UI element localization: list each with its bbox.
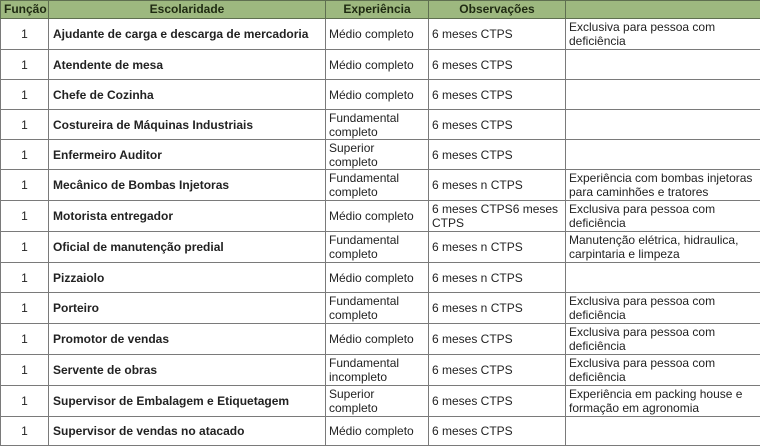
cell-job-title: Oficial de manutenção predial [49, 232, 326, 263]
table-row [1, 263, 760, 293]
cell-quantity: 1 [1, 293, 49, 324]
cell-quantity: 1 [1, 386, 49, 417]
table-row [1, 386, 760, 417]
table-row [1, 324, 760, 355]
table-row [1, 201, 760, 232]
cell-quantity: 1 [1, 232, 49, 263]
cell-notes: Exclusiva para pessoa com deficiência [566, 201, 760, 232]
cell-education: Médio completo [326, 263, 429, 293]
cell-education: Superior completo [326, 386, 429, 417]
cell-experience: 6 meses CTPS6 meses CTPS [429, 201, 566, 232]
cell-education: Médio completo [326, 19, 429, 50]
cell-job-title: Enfermeiro Auditor [49, 140, 326, 170]
cell-job-title: Atendente de mesa [49, 50, 326, 80]
cell-quantity: 1 [1, 50, 49, 80]
table-row [1, 50, 760, 80]
cell-education: Médio completo [326, 201, 429, 232]
cell-quantity: 1 [1, 80, 49, 110]
cell-job-title: Chefe de Cozinha [49, 80, 326, 110]
cell-notes: Manutenção elétrica, hidraulica, carpintaria e limpeza [566, 232, 760, 263]
cell-experience: 6 meses CTPS [429, 355, 566, 386]
cell-job-title: Supervisor de vendas no atacado [49, 417, 326, 446]
header-experiencia: Experiência [326, 1, 429, 19]
cell-quantity: 1 [1, 110, 49, 140]
cell-quantity: 1 [1, 355, 49, 386]
cell-job-title: Ajudante de carga e descarga de mercadoria [49, 19, 326, 50]
cell-education: Fundamental completo [326, 232, 429, 263]
cell-notes: Experiência com bombas injetoras para caminhões e tratores [566, 170, 760, 201]
cell-experience: 6 meses n CTPS [429, 232, 566, 263]
cell-experience: 6 meses CTPS [429, 19, 566, 50]
cell-notes [566, 110, 760, 140]
cell-experience: 6 meses CTPS [429, 140, 566, 170]
cell-education: Fundamental completo [326, 170, 429, 201]
table-row [1, 170, 760, 201]
table-row [1, 19, 760, 50]
table-row [1, 417, 760, 446]
cell-notes: Exclusiva para pessoa com deficiência [566, 293, 760, 324]
cell-education: Fundamental completo [326, 110, 429, 140]
table-row [1, 293, 760, 324]
cell-quantity: 1 [1, 263, 49, 293]
cell-education: Médio completo [326, 417, 429, 446]
table-row [1, 140, 760, 170]
cell-quantity: 1 [1, 170, 49, 201]
cell-education: Fundamental incompleto [326, 355, 429, 386]
cell-quantity: 1 [1, 417, 49, 446]
cell-quantity: 1 [1, 140, 49, 170]
cell-notes [566, 80, 760, 110]
table-row [1, 232, 760, 263]
cell-job-title: Servente de obras [49, 355, 326, 386]
cell-education: Fundamental completo [326, 293, 429, 324]
cell-notes: Exclusiva para pessoa com deficiência [566, 324, 760, 355]
cell-job-title: Costureira de Máquinas Industriais [49, 110, 326, 140]
cell-experience: 6 meses n CTPS [429, 263, 566, 293]
cell-experience: 6 meses CTPS [429, 110, 566, 140]
cell-notes [566, 50, 760, 80]
table-row [1, 80, 760, 110]
table-header-row [1, 1, 760, 19]
cell-quantity: 1 [1, 324, 49, 355]
cell-job-title: Supervisor de Embalagem e Etiquetagem [49, 386, 326, 417]
cell-notes: Exclusiva para pessoa com deficiência [566, 19, 760, 50]
cell-job-title: Motorista entregador [49, 201, 326, 232]
cell-notes [566, 417, 760, 446]
cell-job-title: Porteiro [49, 293, 326, 324]
cell-notes: Experiência em packing house e formação em agronomia [566, 386, 760, 417]
cell-experience: 6 meses CTPS [429, 386, 566, 417]
cell-education: Médio completo [326, 324, 429, 355]
cell-quantity: 1 [1, 201, 49, 232]
header-blank [566, 1, 760, 19]
cell-notes: Exclusiva para pessoa com deficiência [566, 355, 760, 386]
cell-education: Médio completo [326, 80, 429, 110]
cell-notes [566, 263, 760, 293]
cell-notes [566, 140, 760, 170]
cell-job-title: Promotor de vendas [49, 324, 326, 355]
cell-experience: 6 meses CTPS [429, 50, 566, 80]
table-body [1, 19, 760, 446]
cell-experience: 6 meses n CTPS [429, 293, 566, 324]
header-funcao: Função [1, 1, 49, 19]
cell-quantity: 1 [1, 19, 49, 50]
header-observacoes: Observações [429, 1, 566, 19]
cell-experience: 6 meses CTPS [429, 80, 566, 110]
cell-education: Médio completo [326, 50, 429, 80]
cell-education: Superior completo [326, 140, 429, 170]
cell-job-title: Pizzaiolo [49, 263, 326, 293]
cell-experience: 6 meses CTPS [429, 324, 566, 355]
cell-job-title: Mecânico de Bombas Injetoras [49, 170, 326, 201]
header-escolaridade: Escolaridade [49, 1, 326, 19]
table-row [1, 110, 760, 140]
cell-experience: 6 meses n CTPS [429, 170, 566, 201]
table-row [1, 355, 760, 386]
cell-experience: 6 meses CTPS [429, 417, 566, 446]
